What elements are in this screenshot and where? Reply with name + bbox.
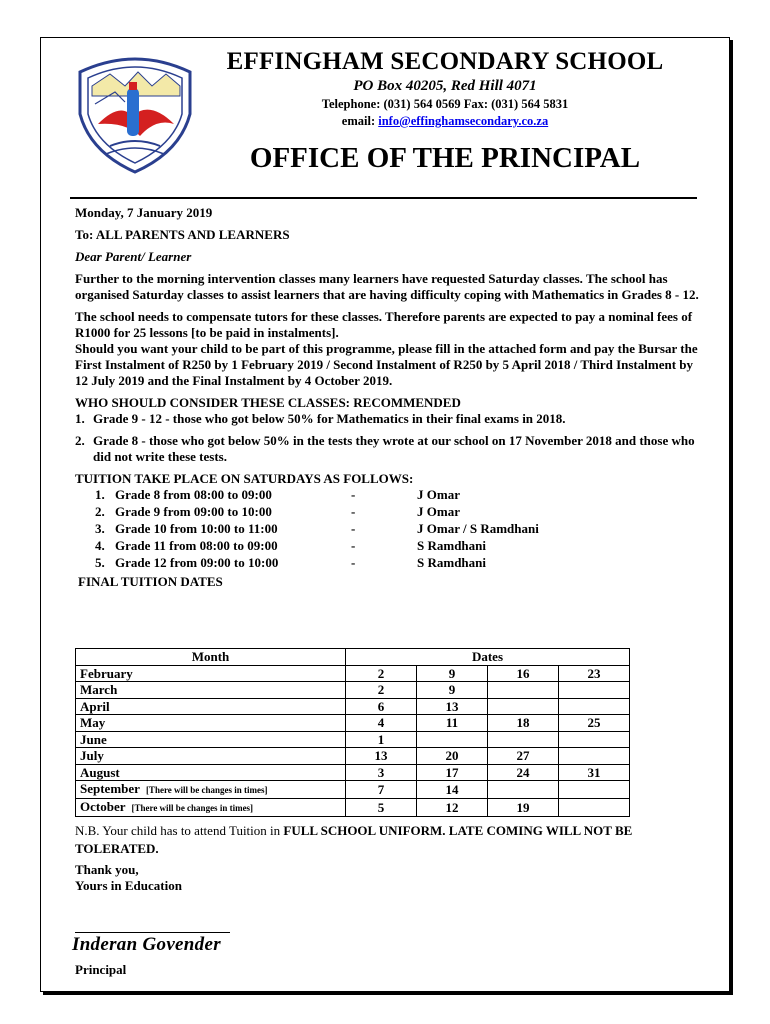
list-item: 1. Grade 9 - 12 - those who got below 50% for Mathematics in their final exams in 2018. — [75, 411, 566, 426]
schedule-row: 4. Grade 11 from 08:00 to 09:00 - S Ramdhani — [95, 538, 486, 553]
date-cell: 1 — [346, 731, 417, 748]
closing-text: Yours in Education — [75, 878, 182, 893]
date-cell: 20 — [417, 748, 488, 765]
date-cell: 2 — [346, 682, 417, 699]
date-cell: 18 — [488, 715, 559, 732]
month-cell: August — [76, 764, 346, 781]
telephone-fax: Telephone: (031) 564 0569 Fax: (031) 564 5831 — [321, 97, 569, 111]
date-cell: 9 — [417, 682, 488, 699]
date-cell: 17 — [417, 764, 488, 781]
month-cell: March — [76, 682, 346, 699]
month-cell: July — [76, 748, 346, 765]
month-cell: June — [76, 731, 346, 748]
table-row — [76, 665, 630, 682]
signatory-title: Principal — [75, 962, 127, 977]
date-cell — [488, 731, 559, 748]
date-cell: 13 — [346, 748, 417, 765]
final-dates-heading: FINAL TUITION DATES — [78, 574, 223, 589]
closing-block — [75, 862, 182, 894]
date-cell: 12 — [417, 799, 488, 817]
dates-header: Dates — [346, 649, 630, 666]
thanks-text: Thank you, — [75, 862, 139, 877]
date-cell: 16 — [488, 665, 559, 682]
header-divider — [70, 197, 697, 199]
table-row — [76, 682, 630, 699]
month-cell: September [There will be changes in times] — [76, 781, 346, 799]
date-cell: 4 — [346, 715, 417, 732]
month-header: Month — [76, 649, 346, 666]
date-cell — [559, 799, 630, 817]
email-link[interactable]: info@effinghamsecondary.co.za — [378, 114, 549, 128]
date-cell: 24 — [488, 764, 559, 781]
table-row — [76, 781, 630, 799]
date-cell: 9 — [417, 665, 488, 682]
date-cell — [559, 698, 630, 715]
letter-recipient: To: ALL PARENTS AND LEARNERS — [75, 227, 290, 242]
letter-body — [75, 205, 700, 590]
school-name: EFFINGHAM SECONDARY SCHOOL — [226, 48, 664, 75]
table-row — [76, 748, 630, 765]
nb-note: N.B. Your child has to attend Tuition in FULL SCHOOL UNIFORM. LATE COMING WILL NOT BE TOLERATED. — [75, 823, 633, 856]
tuition-dates-table — [75, 648, 630, 817]
table-row — [76, 731, 630, 748]
date-cell: 25 — [559, 715, 630, 732]
date-cell: 2 — [346, 665, 417, 682]
month-cell: February — [76, 665, 346, 682]
date-cell — [559, 731, 630, 748]
table-header-row — [76, 649, 630, 666]
table-row — [76, 698, 630, 715]
table-row — [76, 715, 630, 732]
date-cell: 6 — [346, 698, 417, 715]
who-heading: WHO SHOULD CONSIDER THESE CLASSES: RECOMMENDED — [75, 395, 461, 410]
schedule-row: 3. Grade 10 from 10:00 to 11:00 - J Omar / S Ramdhani — [95, 521, 539, 536]
office-title: OFFICE OF THE PRINCIPAL — [249, 142, 641, 174]
signature: Inderan Govender — [72, 934, 221, 955]
paragraph-1: Further to the morning intervention classes many learners have requested Saturday classes. The school has organised Saturday classes to assist learners that are having difficulty coping with Mathematics in Grades 8 - 12. — [75, 271, 699, 302]
email-label: email: — [341, 114, 376, 128]
schedule-row: 2. Grade 9 from 09:00 to 10:00 - J Omar — [95, 504, 460, 519]
table-row — [76, 764, 630, 781]
date-cell — [488, 698, 559, 715]
list-item: 2. Grade 8 - those who got below 50% in the tests they wrote at our school on 17 November 2018 and those who did not write these tests. — [75, 433, 695, 464]
tuition-heading: TUITION TAKE PLACE ON SATURDAYS AS FOLLOWS: — [75, 471, 414, 486]
schedule-row: 1. Grade 8 from 08:00 to 09:00 - J Omar — [95, 487, 460, 502]
date-cell — [559, 682, 630, 699]
schedule-row: 5. Grade 12 from 09:00 to 10:00 - S Ramdhani — [95, 555, 486, 570]
date-cell: 13 — [417, 698, 488, 715]
salutation: Dear Parent/ Learner — [75, 249, 192, 264]
paragraph-2a: The school needs to compensate tutors for these classes. Therefore parents are expected to pay a nominal fees of R1000 for 25 lessons [to be paid in instalments]. — [75, 309, 693, 340]
date-cell: 19 — [488, 799, 559, 817]
date-cell — [488, 682, 559, 699]
month-cell: October [There will be changes in times] — [76, 799, 346, 817]
table-row — [76, 799, 630, 817]
date-cell: 14 — [417, 781, 488, 799]
date-cell: 3 — [346, 764, 417, 781]
signature-line — [75, 932, 230, 933]
month-cell: April — [76, 698, 346, 715]
date-cell: 11 — [417, 715, 488, 732]
date-cell — [417, 731, 488, 748]
month-cell: May — [76, 715, 346, 732]
school-crest-logo — [70, 44, 200, 174]
letter-date: Monday, 7 January 2019 — [75, 205, 213, 220]
tuition-schedule — [95, 487, 700, 572]
date-cell: 23 — [559, 665, 630, 682]
email-line — [210, 114, 680, 129]
po-box: PO Box 40205, Red Hill 4071 — [353, 78, 537, 94]
date-cell: 31 — [559, 764, 630, 781]
month-note: [There will be changes in times] — [131, 803, 254, 813]
month-note: [There will be changes in times] — [145, 785, 268, 795]
date-cell: 27 — [488, 748, 559, 765]
date-cell — [559, 781, 630, 799]
date-cell — [559, 748, 630, 765]
date-cell: 7 — [346, 781, 417, 799]
paragraph-2b: Should you want your child to be part of this programme, please fill in the attached form and pay the Bursar the First Instalment of R250 by 1 February 2019 / Second Instalment of R250 by 5 April 2018 / Third Instalment by 12 July 2019 and the Final Instalment by 4 October 2019. — [75, 341, 698, 388]
who-list — [75, 411, 700, 465]
date-cell: 5 — [346, 799, 417, 817]
date-cell — [488, 781, 559, 799]
